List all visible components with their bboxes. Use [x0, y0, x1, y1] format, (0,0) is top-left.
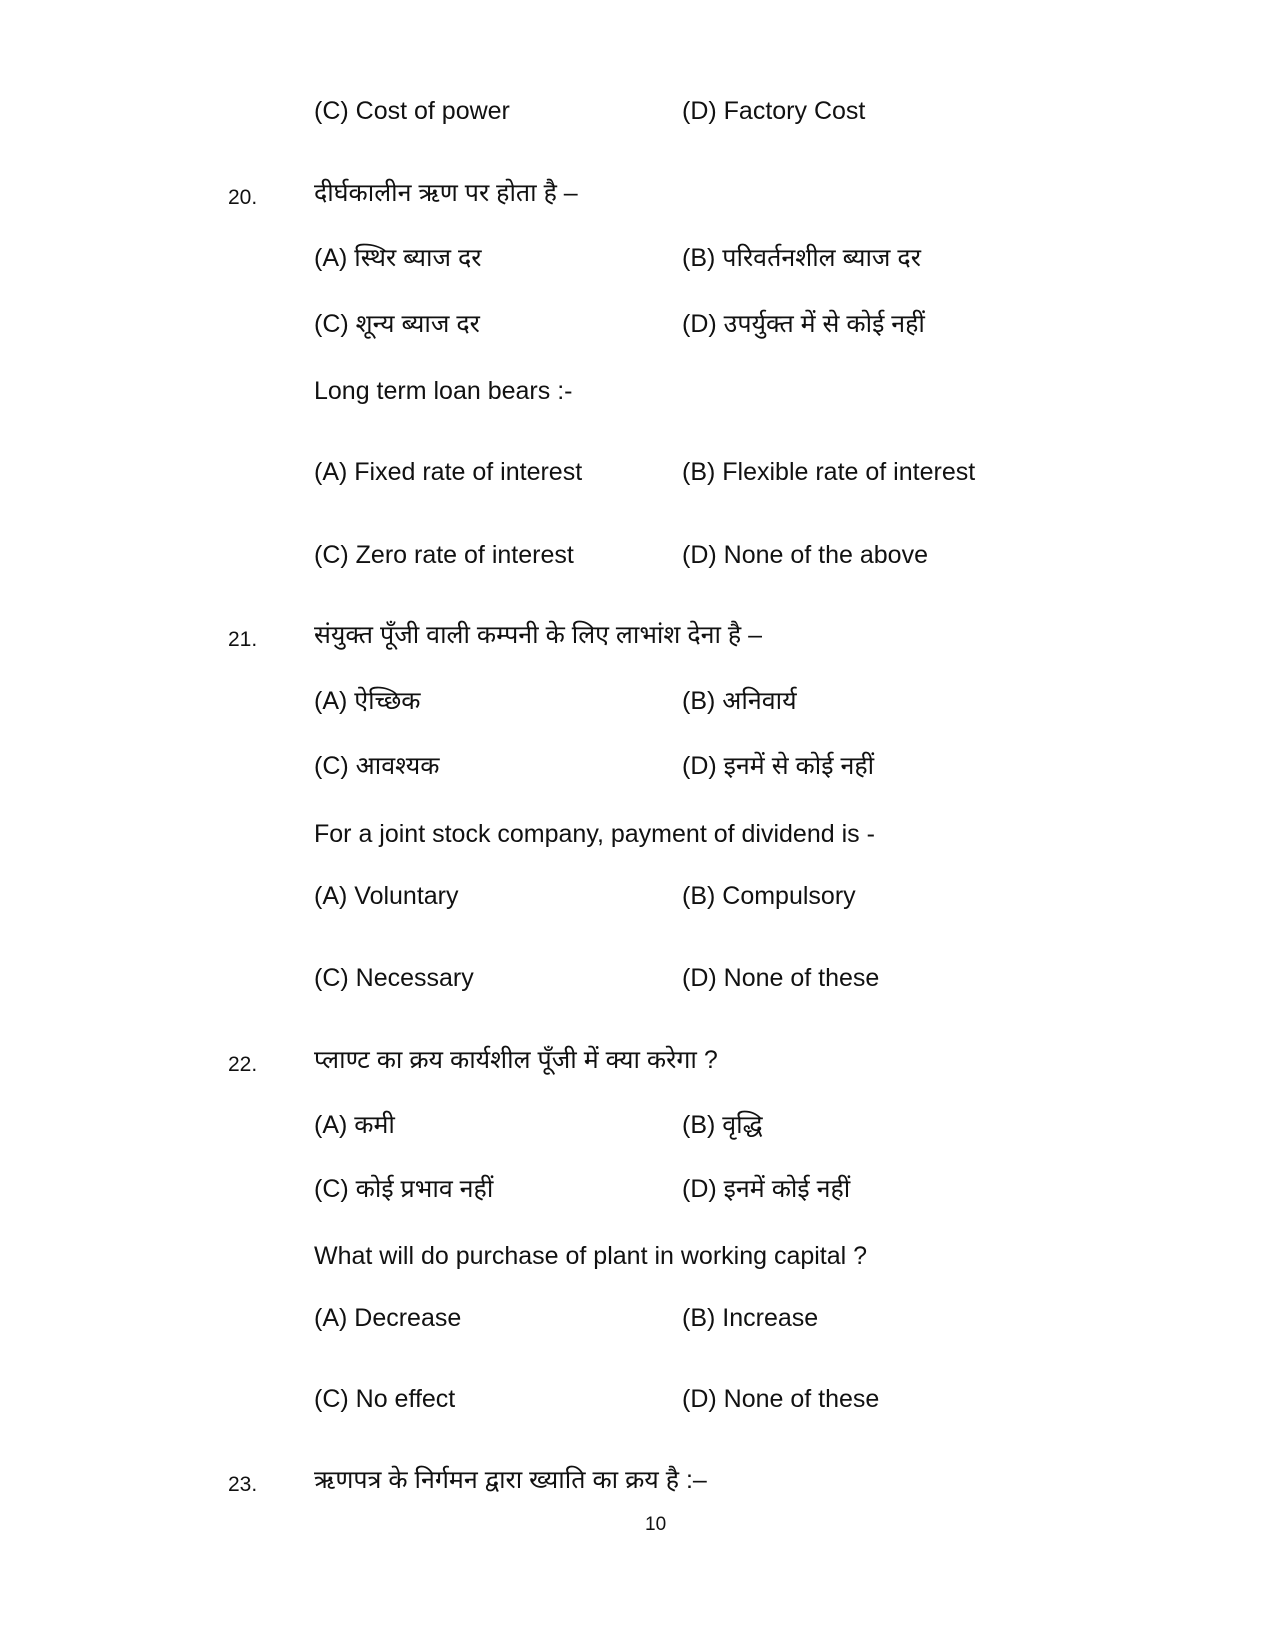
option-b-22-hi: (B) वृद्धि — [682, 1111, 763, 1139]
option-d-20-en: (D) None of the above — [682, 541, 928, 569]
question-22-hi: प्लाण्ट का क्रय कार्यशील पूँजी में क्या करेगा ? — [314, 1046, 718, 1074]
question-21-hi: संयुक्त पूँजी वाली कम्पनी के लिए लाभांश देना है – — [314, 621, 763, 649]
question-number-21: 21. — [228, 628, 258, 651]
option-b-20-en: (B) Flexible rate of interest — [682, 458, 976, 486]
option-a-22-en: (A) Decrease — [314, 1304, 462, 1332]
question-22-en: What will do purchase of plant in working capital ? — [314, 1242, 868, 1270]
option-b-21-hi: (B) अनिवार्य — [682, 687, 797, 715]
option-c-19-en: (C) Cost of power — [314, 97, 510, 125]
option-b-21-en: (B) Compulsory — [682, 882, 856, 910]
question-21-en: For a joint stock company, payment of dividend is - — [314, 820, 875, 848]
question-20-en: Long term loan bears :- — [314, 377, 573, 405]
option-c-21-en: (C) Necessary — [314, 964, 474, 992]
option-c-21-hi: (C) आवश्यक — [314, 752, 440, 780]
question-23-hi: ऋणपत्र के निर्गमन द्वारा ख्याति का क्रय है :– — [314, 1466, 707, 1494]
option-a-20-hi: (A) स्थिर ब्याज दर — [314, 244, 482, 272]
option-d-20-hi: (D) उपर्युक्त में से कोई नहीं — [682, 310, 925, 338]
option-b-20-hi: (B) परिवर्तनशील ब्याज दर — [682, 244, 921, 272]
option-c-22-hi: (C) कोई प्रभाव नहीं — [314, 1175, 494, 1203]
question-number-22: 22. — [228, 1053, 258, 1076]
question-number-23: 23. — [228, 1473, 258, 1496]
option-d-19-en: (D) Factory Cost — [682, 97, 866, 125]
option-a-22-hi: (A) कमी — [314, 1111, 395, 1139]
option-d-22-en: (D) None of these — [682, 1385, 880, 1413]
option-a-21-hi: (A) ऐच्छिक — [314, 687, 421, 715]
option-c-20-hi: (C) शून्य ब्याज दर — [314, 310, 480, 338]
option-c-22-en: (C) No effect — [314, 1385, 456, 1413]
option-a-20-en: (A) Fixed rate of interest — [314, 458, 583, 486]
option-b-22-en: (B) Increase — [682, 1304, 819, 1332]
option-a-21-en: (A) Voluntary — [314, 882, 459, 910]
question-number-20: 20. — [228, 186, 258, 209]
question-20-hi: दीर्घकालीन ऋण पर होता है – — [314, 179, 578, 207]
option-d-22-hi: (D) इनमें कोई नहीं — [682, 1175, 851, 1203]
option-d-21-en: (D) None of these — [682, 964, 880, 992]
page-number: 10 — [645, 1514, 667, 1535]
option-c-20-en: (C) Zero rate of interest — [314, 541, 574, 569]
option-d-21-hi: (D) इनमें से कोई नहीं — [682, 752, 875, 780]
